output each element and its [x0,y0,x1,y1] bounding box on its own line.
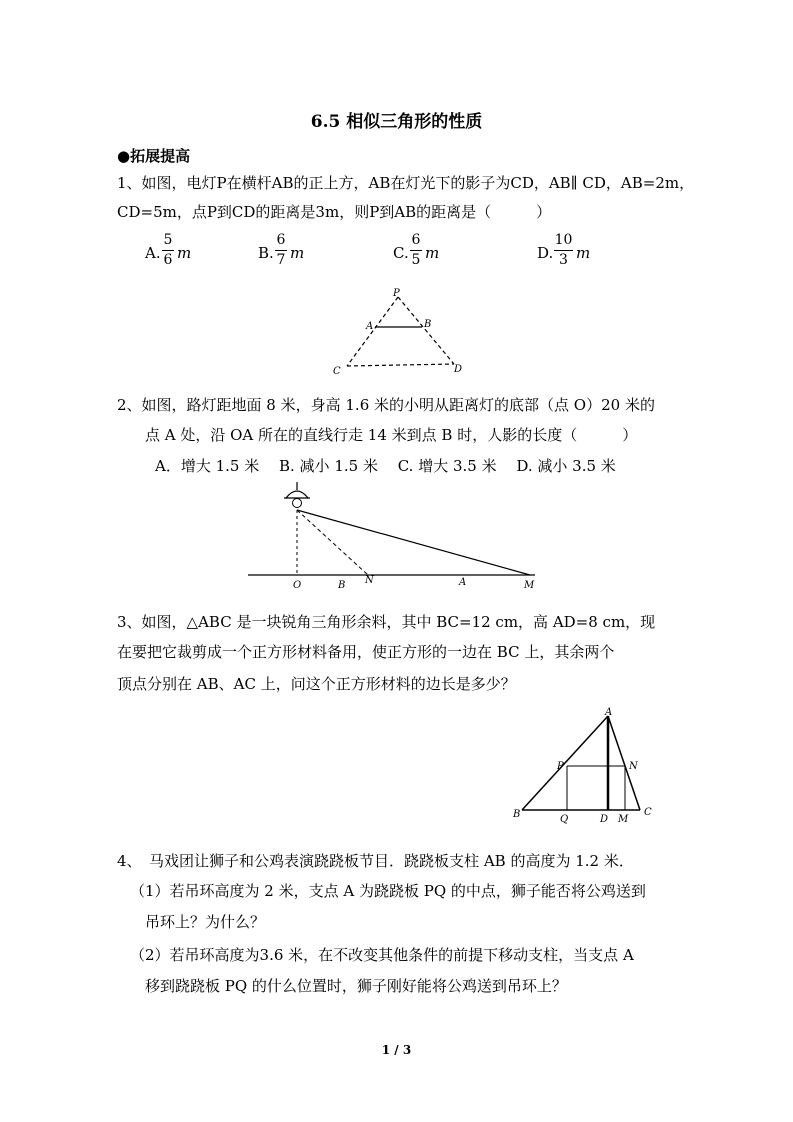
q2-label-n: N [365,575,374,586]
q3-label-a: A [605,707,613,718]
q1-label-d: D [454,364,463,375]
q1-option-a-label: A. [145,244,161,262]
lamp-icon [284,482,310,508]
q1-option-d-num: 10 [554,232,573,248]
q3-label-p: P [557,761,564,772]
q1-option-b-unit: m [290,244,305,262]
q1-text-line2: CD=5m，点P到CD的距离是3m，则P到AB的距离是（ ） [117,203,552,221]
q3-label-b: B [513,809,521,820]
q4-text-line1: 4、 马戏团让狮子和公鸡表演跷跷板节目．跷跷板支柱 AB 的高度为 1.2 米． [117,852,634,870]
q1-option-c-den: 5 [411,252,421,268]
q1-text-line1: 1、如图，电灯P在横杆AB的正上方，AB在灯光下的影子为CD，AB∥ CD，AB=2m， [117,174,695,192]
q4-sub2-line2: 移到跷跷板 PQ 的什么位置时，狮子刚好能将公鸡送到吊环上？ [145,977,567,995]
q3-text-line2: 在要把它裁剪成一个正方形材料备用，使正方形的一边在 BC 上，其余两个 [117,643,615,661]
q1-option-c-fraction [410,232,422,269]
q1-label-a: A [366,321,374,332]
q2-label-o: O [293,580,302,591]
q2-label-a: A [459,577,467,588]
q1-line-cd [347,364,454,366]
q1-figure [325,285,475,380]
q2-text-line1: 2、如图，路灯距地面 8 米，身高 1.6 米的小明从距离灯的底部（点 O）20 米的 [117,396,655,414]
q1-label-p: P [393,288,400,299]
q3-label-m: M [618,814,629,825]
q3-text-line3: 顶点分别在 AB、AC 上，问这个正方形材料的边长是多少？ [117,675,516,693]
q3-label-n: N [629,761,638,772]
q1-option-a-den: 6 [163,252,173,268]
q1-option-d-fraction [554,232,573,269]
q1-option-a-fraction [162,232,174,269]
section-heading: ●拓展提高 [117,147,191,165]
q1-option-b-fraction [275,232,287,269]
q1-label-c: C [333,366,341,377]
q1-option-d-unit: m [576,244,591,262]
q1-label-b: B [424,319,432,330]
q1-option-b-label: B. [258,244,274,262]
q3-label-c: C [644,807,652,818]
q1-option-c-unit: m [425,244,440,262]
q1-option-b-den: 7 [276,252,286,268]
q3-side-ab [522,716,608,810]
page-number: 1 / 3 [381,1043,412,1057]
q4-sub2-line1: （2）若吊环高度为3.6 米，在不改变其他条件的前提下移动支柱，当支点 A [130,946,634,964]
q3-label-q: Q [560,814,569,825]
q2-label-m: M [524,580,535,591]
page-title: 6.5 相似三角形的性质 [310,112,483,132]
q3-label-d: D [600,814,609,825]
q1-option-c-num: 6 [411,232,421,248]
q1-option-d-den: 3 [559,252,568,268]
q2-figure [245,480,545,595]
q2-text-line2: 点 A 处，沿 OA 所在的直线行走 14 米到点 B 时，人影的长度（ ） [145,426,638,444]
q2-options: A．增大 1.5 米 B. 减小 1.5 米 C. 增大 3.5 米 D. 减小 3.5 米 [155,457,616,475]
q3-figure [510,705,660,830]
q4-sub1-line2: 吊环上？为什么？ [145,913,266,931]
q2-line-to-m [297,510,530,575]
q1-option-b-num: 6 [276,232,286,248]
q2-label-b: B [338,580,346,591]
q4-sub1-line1: （1）若吊环高度为 2 米，支点 A 为跷跷板 PQ 的中点，狮子能否将公鸡送到 [130,882,646,900]
q1-option-a-unit: m [177,244,192,262]
q1-option-a-num: 5 [163,232,173,248]
q1-option-d-label: D. [537,244,554,262]
q1-line-pd [398,297,454,364]
q3-text-line1: 3、如图，△ABC 是一块锐角三角形余料，其中 BC=12 cm，高 AD=8 cm，现 [117,613,656,631]
q1-option-c-label: C. [393,244,409,262]
